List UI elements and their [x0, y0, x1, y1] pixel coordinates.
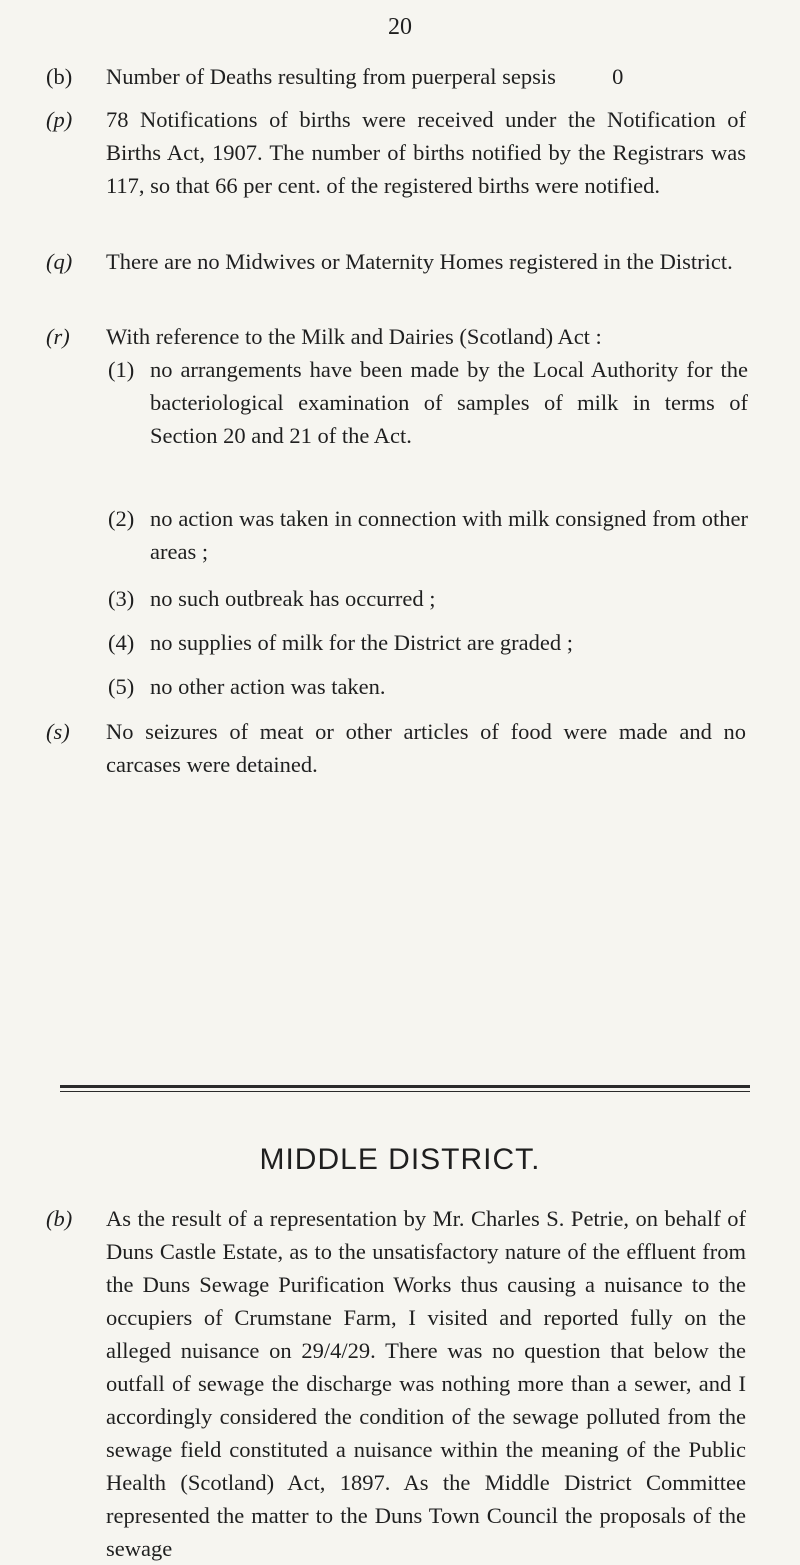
- item-label: (s): [46, 719, 70, 744]
- subitem-text: no arrangements have been made by the Local Authority for the bacteriological examination of samples of milk in terms of Section 20 and 21 of the Act.: [150, 357, 748, 448]
- item-label: (q): [46, 249, 73, 274]
- section-divider-thick: [60, 1085, 750, 1088]
- item-text: 78 Notifications of births were received under the Notification of Births Act, 1907. The number of births notified by the Registrars was 117, so that 66 per cent. of the registered births were notified.: [106, 107, 746, 198]
- milk-subitem-4: [108, 626, 748, 659]
- item-label: (b): [46, 1206, 73, 1231]
- item-q-midwives: [46, 245, 746, 278]
- subitem-number: (2): [108, 506, 135, 531]
- item-p-notifications: [46, 103, 746, 202]
- item-text: There are no Midwives or Maternity Homes registered in the District.: [106, 249, 733, 274]
- subitem-number: (5): [108, 674, 135, 699]
- milk-subitem-2: [108, 502, 748, 568]
- item-b-deaths: [46, 60, 746, 93]
- item-text: No seizures of meat or other articles of food were made and no carcases were detained.: [106, 719, 746, 777]
- subitem-text: no action was taken in connection with milk consigned from other areas ;: [150, 506, 748, 564]
- item-r-milk: [46, 320, 746, 353]
- subitem-text: no such outbreak has occurred ;: [150, 586, 436, 611]
- section-divider-thin: [60, 1091, 750, 1092]
- subitem-number: (3): [108, 586, 135, 611]
- item-label: (p): [46, 107, 73, 132]
- milk-subitem-1: [108, 353, 748, 452]
- page-number: 20: [388, 14, 412, 40]
- item-text: Number of Deaths resulting from puerperal sepsis 0: [106, 64, 624, 89]
- milk-subitem-3: [108, 582, 748, 615]
- item-label: (r): [46, 324, 70, 349]
- middle-district-paragraph: [46, 1202, 746, 1565]
- subitem-number: (1): [108, 357, 135, 382]
- section-heading: MIDDLE DISTRICT.: [259, 1143, 541, 1176]
- item-text: With reference to the Milk and Dairies (Scotland) Act :: [106, 324, 602, 349]
- milk-subitem-5: [108, 670, 748, 703]
- subitem-number: (4): [108, 630, 135, 655]
- item-text: As the result of a representation by Mr. Charles S. Petrie, on behalf of Duns Castle Estate, as to the unsatisfactory nature of the effluent from the Duns Sewage Purification Works thus causing a nuisance to the occupiers of Crumstane Farm, I visited and reported fully on the alleged nuisance on 29/4/29. There was no question that below the outfall of sewage the discharge was nothing more than a sewer, and I accordingly considered the condition of the sewage polluted from the sewage field constituted a nuisance within the meaning of the Public Health (Scotland) Act, 1897. As the Middle District Committee represented the matter to the Duns Town Council the proposals of the sewage: [106, 1206, 746, 1561]
- item-s-seizures: [46, 715, 746, 781]
- subitem-text: no supplies of milk for the District are graded ;: [150, 630, 574, 655]
- subitem-text: no other action was taken.: [150, 674, 386, 699]
- item-label: (b): [46, 64, 73, 89]
